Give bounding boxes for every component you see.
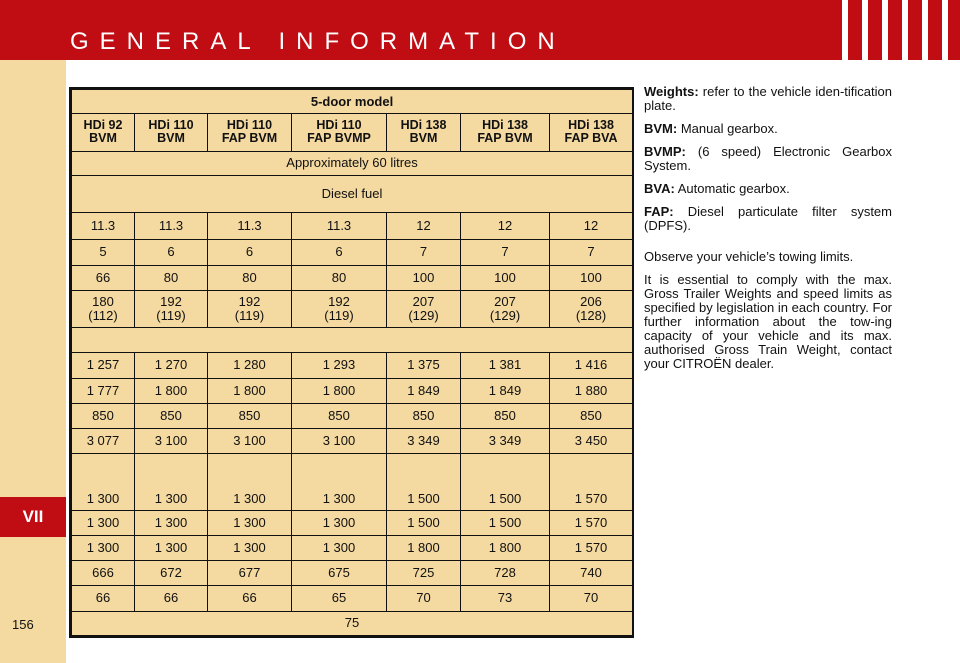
table-row [72, 353, 633, 378]
table-cell: 1 300 [72, 510, 135, 535]
table-cell: 850 [135, 403, 208, 428]
column-header [387, 114, 461, 151]
column-header [135, 114, 208, 151]
column-header [292, 114, 387, 151]
table-cell-line: 207 [494, 293, 516, 309]
table-cell: 1 257 [72, 353, 135, 378]
table-cell: 1 300 [208, 454, 292, 511]
table-cell [387, 290, 461, 327]
table-cell: 850 [292, 403, 387, 428]
page-number: 156 [12, 617, 34, 632]
page-header [0, 0, 960, 60]
fap-label: FAP: [644, 204, 674, 219]
column-header-line: FAP BVA [564, 131, 618, 146]
table-cell: 65 [292, 586, 387, 611]
table-row [72, 454, 633, 511]
table-cell: 1 416 [550, 353, 633, 378]
table-cell: 6 [208, 240, 292, 265]
table-cell: 5 [72, 240, 135, 265]
table-cell: 80 [292, 265, 387, 290]
table-cell: 3 077 [72, 428, 135, 453]
table-cell: 1 880 [550, 378, 633, 403]
fap-note [644, 205, 892, 233]
table-cell: 666 [72, 561, 135, 586]
column-header-line: HDi 138 [482, 118, 528, 133]
bvmp-text: (6 speed) Electronic Gearbox System. [644, 144, 892, 173]
page-title: GENERAL INFORMATION [70, 28, 566, 55]
table-cell: 1 300 [135, 535, 208, 560]
table-cell: 1 300 [292, 510, 387, 535]
fap-text: Diesel particulate filter system (DPFS). [644, 204, 892, 233]
column-header-line: FAP BVM [221, 131, 278, 146]
table-cell: 740 [550, 561, 633, 586]
bvmp-note [644, 145, 892, 173]
table-cell: 1 280 [208, 353, 292, 378]
table-cell: 1 300 [72, 535, 135, 560]
table-cell: 3 450 [550, 428, 633, 453]
table-row [72, 265, 633, 290]
column-header-line: HDi 110 [316, 118, 362, 133]
table-cell-line: 180 [92, 293, 114, 309]
table-cell: 1 300 [208, 510, 292, 535]
column-header-line: HDi 110 [148, 118, 194, 133]
table-cell: 1 800 [135, 378, 208, 403]
column-header-line: HDi 110 [226, 118, 273, 133]
table-cell [72, 290, 135, 327]
table-row [72, 240, 633, 265]
table-row-blank [72, 328, 633, 353]
table-cell: 7 [461, 240, 550, 265]
table-cell: 70 [387, 586, 461, 611]
table-cell: 12 [461, 213, 550, 240]
table-cell: 725 [387, 561, 461, 586]
table-cell: 3 100 [135, 428, 208, 453]
table-cell: 66 [72, 586, 135, 611]
table-cell: 6 [292, 240, 387, 265]
table-cell: 3 349 [387, 428, 461, 453]
towing-note: Observe your vehicle’s towing limits. [644, 249, 854, 264]
fuel-type-cell: Diesel fuel [72, 175, 633, 212]
column-header [72, 114, 135, 151]
table-cell: 1 293 [292, 353, 387, 378]
table-row [72, 403, 633, 428]
table-cell: 1 800 [461, 535, 550, 560]
table-cell: 1 570 [550, 454, 633, 511]
table-cell-line: 192 [238, 293, 261, 309]
table-cell: 1 849 [461, 378, 550, 403]
table-cell [461, 290, 550, 327]
table-cell: 1 300 [292, 454, 387, 511]
table-cell-line: (119) [324, 307, 354, 323]
table-cell-line: (119) [156, 307, 186, 323]
specifications-table [69, 87, 634, 638]
table-cell: 850 [72, 403, 135, 428]
table-cell: 1 300 [208, 535, 292, 560]
table-row [72, 510, 633, 535]
blank-cell [72, 328, 633, 353]
bvmp-label: BVMP: [644, 144, 686, 159]
table-row [72, 213, 633, 240]
bvm-note [644, 122, 892, 136]
table-cell-line: (119) [234, 307, 265, 323]
table-cell: 1 777 [72, 378, 135, 403]
table-row [72, 611, 633, 635]
table-cell: 1 300 [135, 454, 208, 511]
notes-panel [644, 85, 892, 371]
column-header [550, 114, 633, 151]
table-header-row [72, 114, 633, 151]
column-header-line: FAP BVM [477, 131, 533, 146]
weights-text: refer to the vehicle iden-tification plate. [644, 84, 892, 113]
table-row [72, 290, 633, 327]
table-row [72, 428, 633, 453]
table-cell: 1 381 [461, 353, 550, 378]
table-cell: 677 [208, 561, 292, 586]
table-cell: 1 570 [550, 535, 633, 560]
table-cell [292, 290, 387, 327]
table-cell: 11.3 [292, 213, 387, 240]
column-header-line: HDi 92 [83, 118, 123, 133]
table-row [72, 535, 633, 560]
table-title: 5-door model [72, 90, 633, 114]
table-cell: 12 [387, 213, 461, 240]
table-cell [208, 290, 292, 327]
bvm-label: BVM: [644, 121, 678, 136]
table-cell: 1 375 [387, 353, 461, 378]
column-header [208, 114, 292, 151]
bva-label: BVA: [644, 181, 675, 196]
table-cell: 7 [550, 240, 633, 265]
table-cell: 6 [135, 240, 208, 265]
table-cell: 3 100 [292, 428, 387, 453]
table-cell: 1 300 [292, 535, 387, 560]
table-cell-line: 206 [580, 293, 602, 309]
table-cell: 100 [550, 265, 633, 290]
table-cell: 7 [387, 240, 461, 265]
bva-note [644, 182, 892, 196]
table-cell: 1 500 [387, 454, 461, 511]
table-cell-line: (128) [575, 307, 607, 323]
table-cell: 850 [550, 403, 633, 428]
bva-text: Automatic gearbox. [677, 181, 790, 196]
column-header-line: HDi 138 [400, 118, 447, 133]
table-cell: 12 [550, 213, 633, 240]
weights-note [644, 85, 892, 113]
table-cell: 11.3 [135, 213, 208, 240]
table-row [72, 561, 633, 586]
table-cell: 1 270 [135, 353, 208, 378]
table-cell: 80 [208, 265, 292, 290]
table-cell: 70 [550, 586, 633, 611]
table-cell: 66 [208, 586, 292, 611]
table-cell-line: 192 [328, 293, 350, 309]
table-cell: 1 800 [292, 378, 387, 403]
table-cell: 66 [135, 586, 208, 611]
table-cell: 1 500 [461, 510, 550, 535]
table-row [72, 586, 633, 611]
table-cell [135, 290, 208, 327]
table-cell-line: (129) [408, 307, 439, 323]
table-cell: 728 [461, 561, 550, 586]
table-cell-line: (129) [489, 307, 521, 323]
table-cell: 3 100 [208, 428, 292, 453]
table-cell [550, 290, 633, 327]
column-header-line: BVM [409, 131, 438, 146]
table-cell: 11.3 [208, 213, 292, 240]
table-cell: 672 [135, 561, 208, 586]
header-stripes-decoration [838, 0, 960, 60]
table-cell: 1 300 [72, 454, 135, 511]
table-cell: 80 [135, 265, 208, 290]
table-cell: 850 [461, 403, 550, 428]
column-header-line: BVM [157, 131, 185, 146]
table-cell: 1 570 [550, 510, 633, 535]
column-header [461, 114, 550, 151]
table-cell: 675 [292, 561, 387, 586]
column-header-line: BVM [89, 131, 117, 146]
sidebar [0, 60, 66, 663]
table-cell: 11.3 [72, 213, 135, 240]
table-cell: 66 [72, 265, 135, 290]
section-tab: VII [0, 497, 66, 537]
table-cell-line: 207 [412, 293, 435, 309]
table-cell: 1 849 [387, 378, 461, 403]
table-cell: 1 300 [135, 510, 208, 535]
table-row [72, 378, 633, 403]
bvm-text: Manual gearbox. [680, 121, 778, 136]
table-cell: 850 [208, 403, 292, 428]
table-cell: 1 500 [387, 510, 461, 535]
table-cell: 75 [72, 611, 633, 635]
table-cell: 850 [387, 403, 461, 428]
column-header-line: HDi 138 [568, 118, 614, 133]
weights-label: Weights: [644, 84, 699, 99]
table-cell: 100 [387, 265, 461, 290]
table-cell: 1 800 [387, 535, 461, 560]
table-cell: 73 [461, 586, 550, 611]
table-cell: 1 500 [461, 454, 550, 511]
table-cell-line: 192 [160, 293, 182, 309]
column-header-line: FAP BVMP [307, 131, 371, 146]
table-cell: 100 [461, 265, 550, 290]
fuel-capacity-cell: Approximately 60 litres [72, 151, 633, 175]
table-cell-line: (112) [88, 307, 118, 323]
table-cell: 1 800 [208, 378, 292, 403]
table-cell: 3 349 [461, 428, 550, 453]
essential-note: It is essential to comply with the max. Gross Trailer Weights and speed limits as specified by legislation in each country. For further information about the tow-ing capacity of your vehicle and its max. authorised Gross Train Weight, contact your CITROËN dealer. [644, 272, 892, 371]
